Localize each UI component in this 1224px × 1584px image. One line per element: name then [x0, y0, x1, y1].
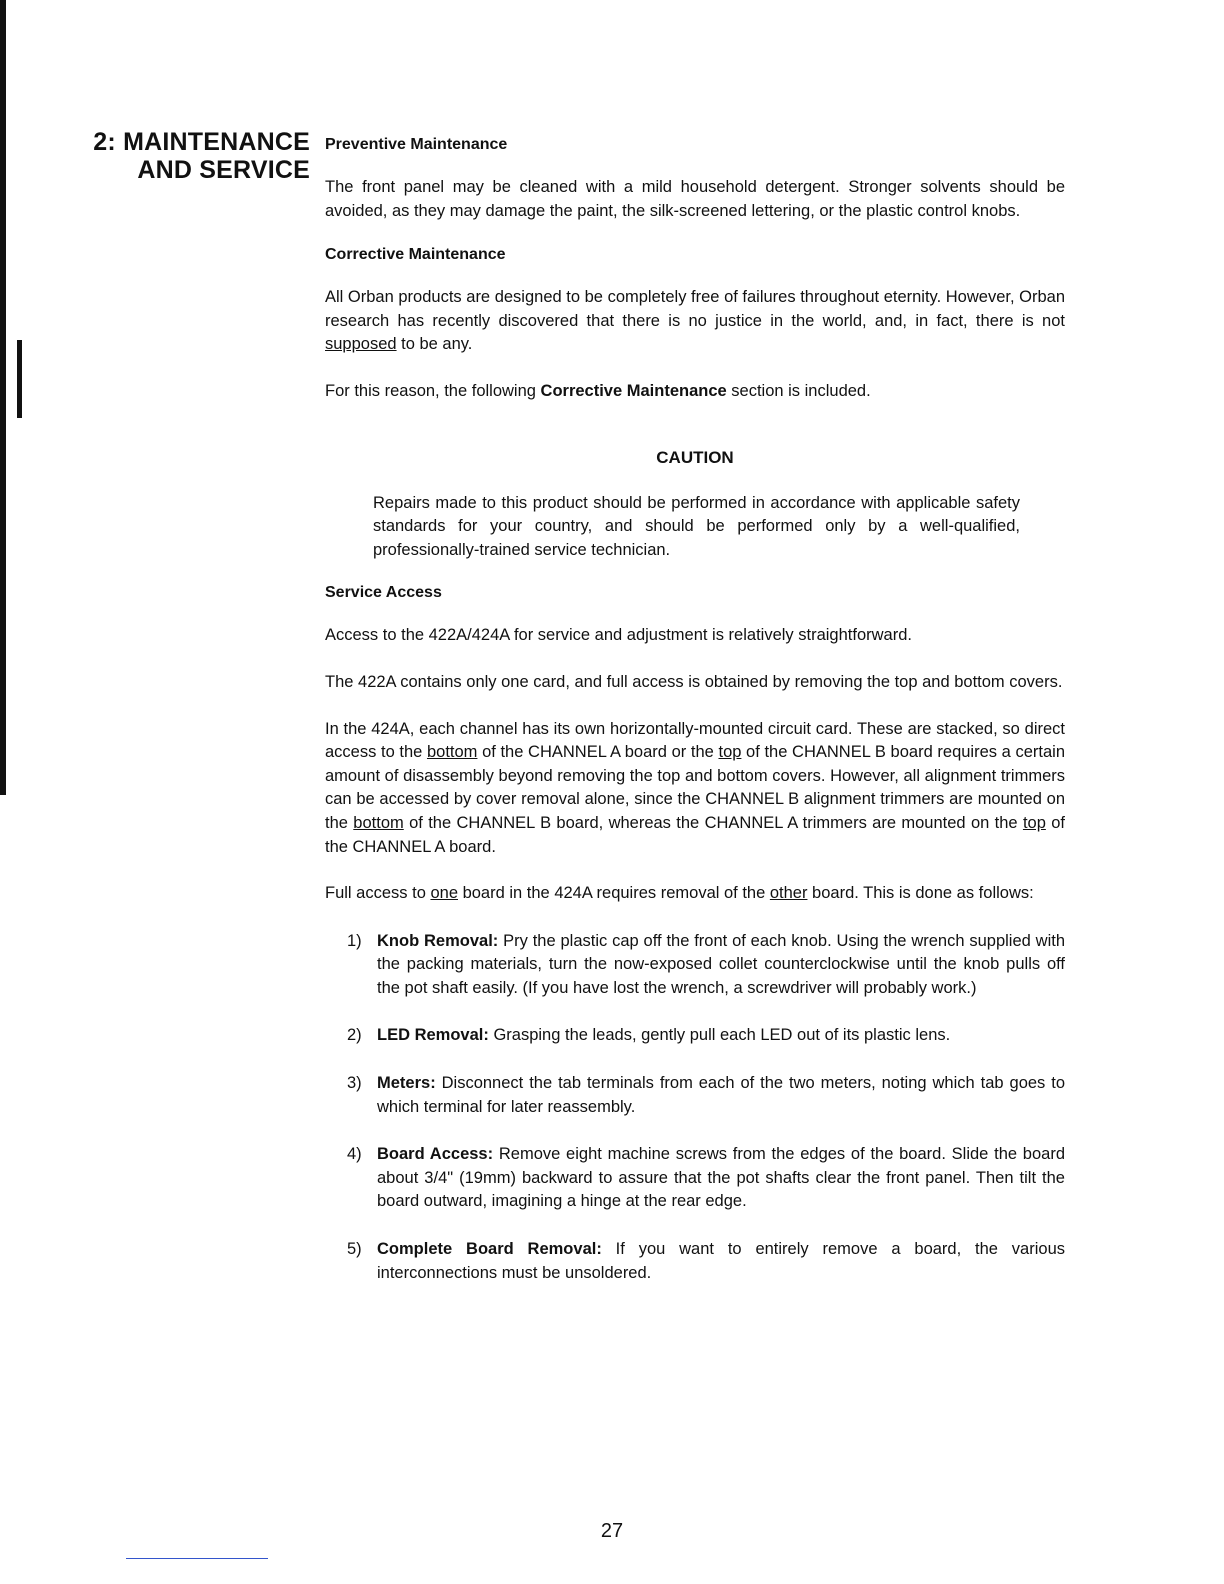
step-text: If you want to entirely remove a board, the various interconnections must be unsoldered.	[377, 1240, 1065, 1282]
step-title: Complete Board Removal:	[377, 1240, 602, 1259]
step-text: Disconnect the tab terminals from each of the two meters, noting which tab goes to which terminal for later reassembly.	[377, 1074, 1065, 1116]
step-number: 2)	[347, 1026, 362, 1045]
corrective-heading: Corrective Maintenance	[325, 246, 506, 264]
service-access-heading: Service Access	[325, 584, 442, 602]
step-text: Remove eight machine screws from the edges of the board. Slide the board about 3/4" (19mm) backward to assure that the pot shafts clear the front panel. Then tilt the board outward, imagining a hinge at the rear edge.	[377, 1145, 1065, 1211]
footer-rule	[126, 1558, 268, 1559]
corrective-paragraph-2: For this reason, the following Corrective Maintenance section is included.	[325, 381, 871, 400]
step-number: 1)	[347, 931, 362, 950]
step-title: Knob Removal:	[377, 931, 499, 950]
service-paragraph-2: The 422A contains only one card, and full access is obtained by removing the top and bottom covers.	[325, 672, 1063, 691]
underlined-word: bottom	[426, 743, 478, 762]
service-paragraph-3: In the 424A, each channel has its own horizontally-mounted circuit card. These are stacked, so direct access to the bottom of the CHANNEL A board or the top of the CHANNEL B board requires a certain amount of disassembly beyond removing the top and bottom covers. However, all alignment trimmers can be accessed by cover removal alone, since the CHANNEL B alignment trimmers are mounted on the bottom of the CHANNEL B board, whereas the CHANNEL A trimmers are mounted on the top of the CHANNEL A board.	[325, 719, 1065, 856]
procedure-steps	[325, 930, 1065, 1286]
step-title: Board Access:	[377, 1145, 494, 1164]
caution-title: CAUTION	[656, 447, 734, 467]
step-number: 3)	[347, 1074, 362, 1093]
scan-edge-mark	[17, 340, 22, 418]
procedure-step	[325, 1024, 1065, 1048]
procedure-step	[325, 930, 1065, 1001]
step-title: LED Removal:	[377, 1026, 489, 1045]
procedure-step	[325, 1143, 1065, 1214]
underlined-word: top	[718, 743, 742, 762]
step-title: Meters:	[377, 1074, 436, 1093]
page-number: 27	[600, 1520, 624, 1542]
preventive-body: The front panel may be cleaned with a mild household detergent. Stronger solvents should be avoided, as they may damage the paint, the silk-screened lettering, or the plastic control knobs.	[325, 178, 1065, 220]
service-paragraph-1: Access to the 422A/424A for service and adjustment is relatively straightforward.	[325, 626, 912, 645]
chapter-title	[93, 128, 310, 184]
scan-edge-left	[0, 0, 6, 795]
underlined-word: supposed	[325, 335, 397, 354]
procedure-step	[325, 1238, 1065, 1285]
caution-body: Repairs made to this product should be performed in accordance with applicable safety standards for your country, and should be performed only by a well-qualified, professionally-trained service technician.	[373, 493, 1020, 559]
procedure-step	[325, 1072, 1065, 1119]
step-text: Grasping the leads, gently pull each LED out of its plastic lens.	[488, 1026, 951, 1045]
corrective-paragraph-1: All Orban products are designed to be completely free of failures throughout eternity. However, Orban research has recently discovered that there is no justice in the world, and, in fact, there is not supposed to be any.	[325, 288, 1065, 354]
chapter-title-line2: AND SERVICE	[137, 156, 310, 184]
service-paragraph-4: Full access to one board in the 424A requires removal of the other board. This is done as follows:	[325, 884, 1034, 903]
underlined-word: bottom	[353, 813, 404, 832]
preventive-heading: Preventive Maintenance	[325, 136, 508, 153]
bold-phrase: Corrective Maintenance	[540, 381, 727, 400]
step-number: 5)	[347, 1240, 362, 1259]
underlined-word: top	[1022, 813, 1046, 832]
step-number: 4)	[347, 1145, 362, 1164]
underlined-word: one	[430, 884, 458, 903]
step-text: Pry the plastic cap off the front of each knob. Using the wrench supplied with the packing materials, turn the now-exposed collet counterclockwise until the knob pulls off the pot shaft easily. (If you have lost the wrench, a screwdriver will probably work.)	[377, 931, 1065, 997]
chapter-title-line1: 2: MAINTENANCE	[93, 128, 310, 156]
main-content	[325, 136, 1065, 1309]
underlined-word: other	[769, 884, 808, 903]
